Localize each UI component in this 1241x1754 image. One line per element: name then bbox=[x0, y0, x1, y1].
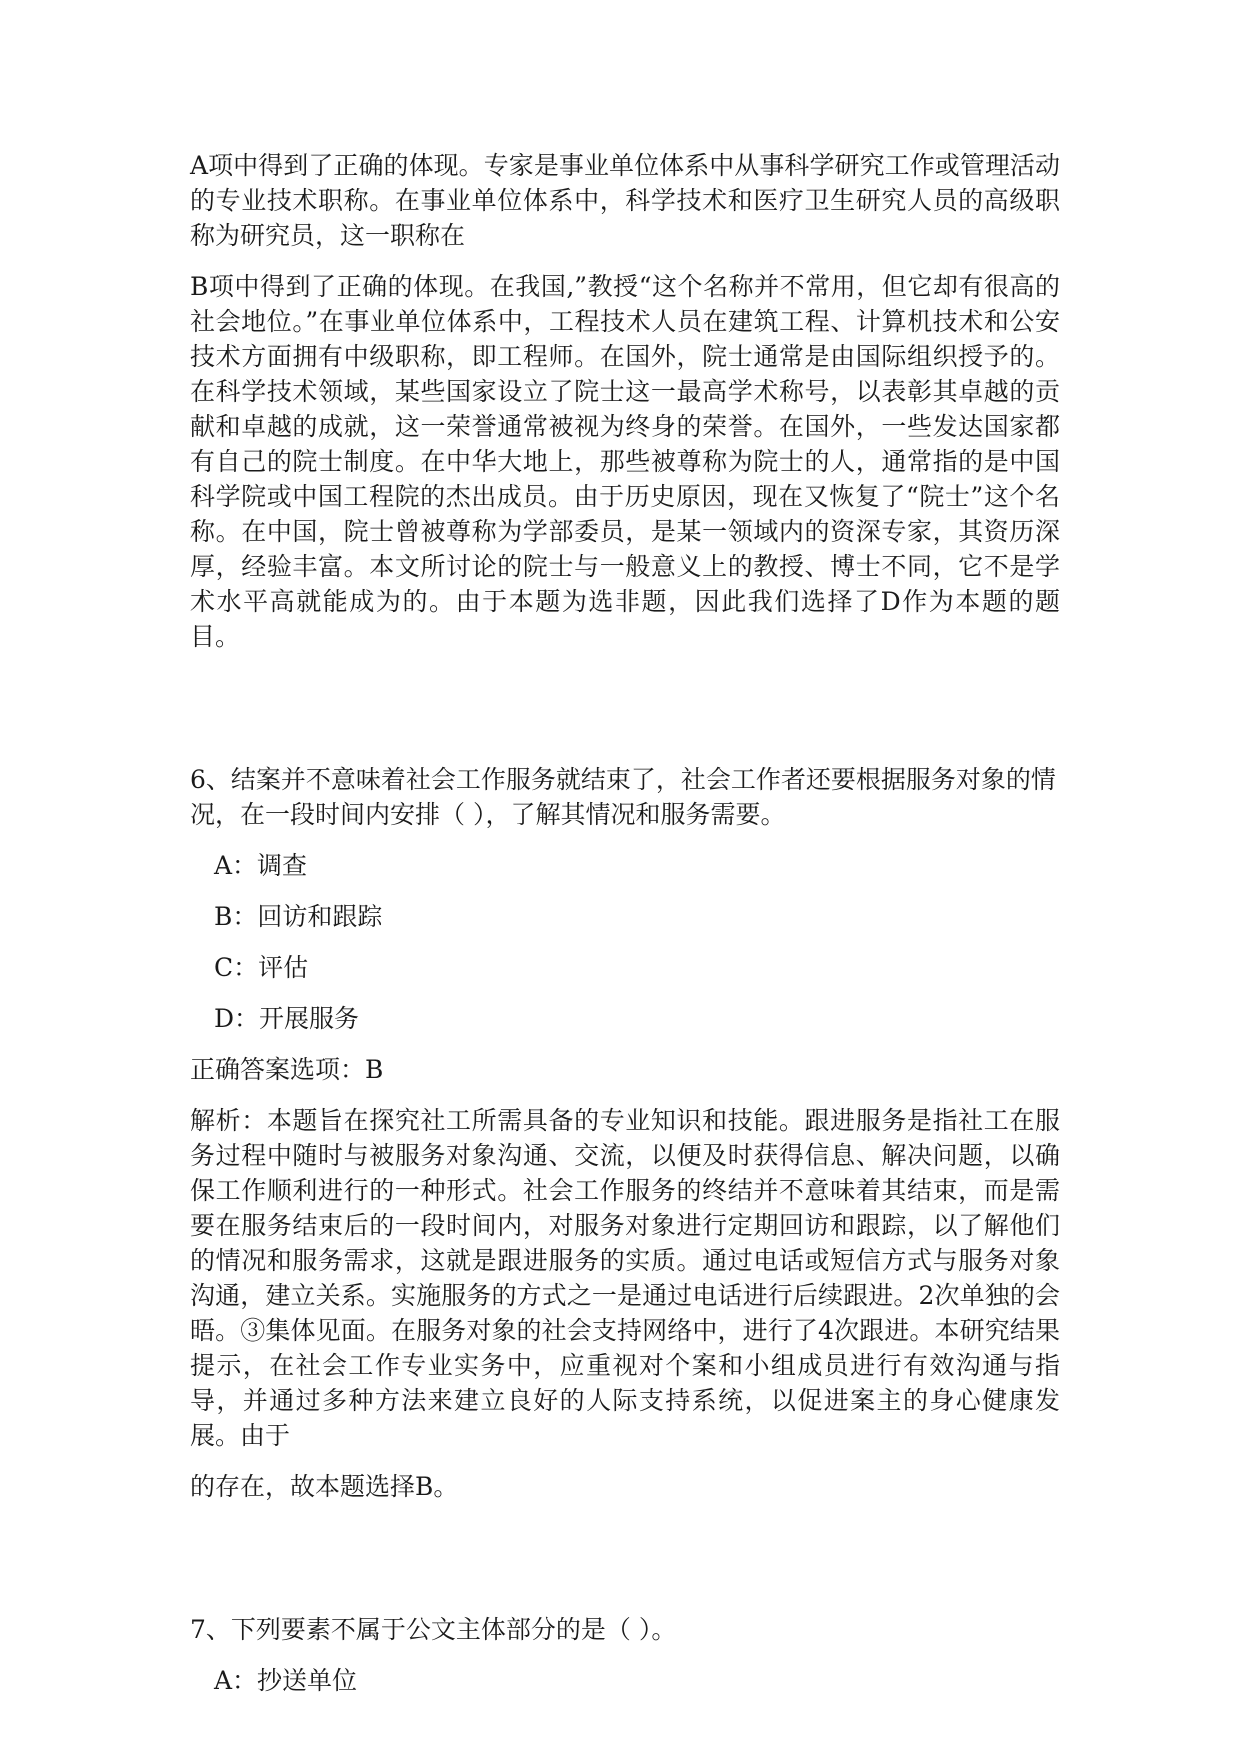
q6-analysis: 解析：本题旨在探究社工所需具备的专业知识和技能。跟进服务是指社工在服务过程中随时与被服务对象沟通、交流，以便及时获得信息、解决问题，以确保工作顺利进行的一种形式。社会工作服务的终结并不意味着其结束，而是需要在服务结束后的一段时间内，对服务对象进行定期回访和跟踪，以了解他们的情况和服务需求，这就是跟进服务的实质。通过电话或短信方式与服务对象沟通，建立关系。实施服务的方式之一是通过电话进行后续跟进。2次单独的会晤。③集体见面。在服务对象的社会支持网络中，进行了4次跟进。本研究结果提示，在社会工作专业实务中，应重视对个案和小组成员进行有效沟通与指导，并通过多种方法来建立良好的人际支持系统，以促进案主的身心健康发展。由于 bbox=[190, 1106, 1060, 1450]
spacer bbox=[190, 1453, 1060, 1469]
section-gap bbox=[190, 1504, 1060, 1612]
q6-option-b: B：回访和跟踪 bbox=[214, 902, 383, 931]
q5-explanation-para-b: B项中得到了正确的体现。在我国,”教授“这个名称并不常用，但它却有很高的社会地位。”在事业单位体系中，工程技术人员在建筑工程、计算机技术和公安技术方面拥有中级职称，即工程师。在国外，院士通常是由国际组织授予的。在科学技术领域，某些国家设立了院士这一最高学术称号，以表彰其卓越的贡献和卓越的成就，这一荣誉通常被视为终身的荣誉。在国外，一些发达国家都有自己的院士制度。在中华大地上，那些被尊称为院士的人，通常指的是中国科学院或中国工程院的杰出成员。由于历史原因，现在又恢复了“院士”这个名称。在中国，院士曾被尊称为学部委员，是某一领域内的资深专家，其资历深厚，经验丰富。本文所讨论的院士与一般意义上的教授、博士不同，它不是学术水平高就能成为的。由于本题为选非题，因此我们选择了D作为本题的题目。 bbox=[190, 272, 1060, 651]
section-gap bbox=[190, 654, 1060, 762]
q7-option-a: A：抄送单位 bbox=[214, 1666, 358, 1695]
q6-option-d: D：开展服务 bbox=[214, 1004, 360, 1033]
q6-option-c: C：评估 bbox=[214, 953, 309, 982]
q6-analysis-tail: 的存在，故本题选择B。 bbox=[190, 1472, 459, 1501]
spacer bbox=[190, 253, 1060, 269]
q5-explanation-para-a: A项中得到了正确的体现。专家是事业单位体系中从事科学研究工作或管理活动的专业技术职称。在事业单位体系中，科学技术和医疗卫生研究人员的高级职称为研究员，这一职称在 bbox=[190, 151, 1060, 250]
spacer bbox=[190, 1647, 1060, 1663]
spacer bbox=[190, 832, 1060, 848]
q6-stem: 6、结案并不意味着社会工作服务就结束了，社会工作者还要根据服务对象的情况，在一段时间内安排（ ），了解其情况和服务需要。 bbox=[190, 765, 1056, 829]
document-page bbox=[190, 148, 1060, 1714]
q7-stem: 7、下列要素不属于公文主体部分的是（ ）。 bbox=[190, 1615, 677, 1644]
q6-answer: 正确答案选项：B bbox=[190, 1055, 384, 1084]
q6-option-a: A：调查 bbox=[214, 851, 308, 880]
